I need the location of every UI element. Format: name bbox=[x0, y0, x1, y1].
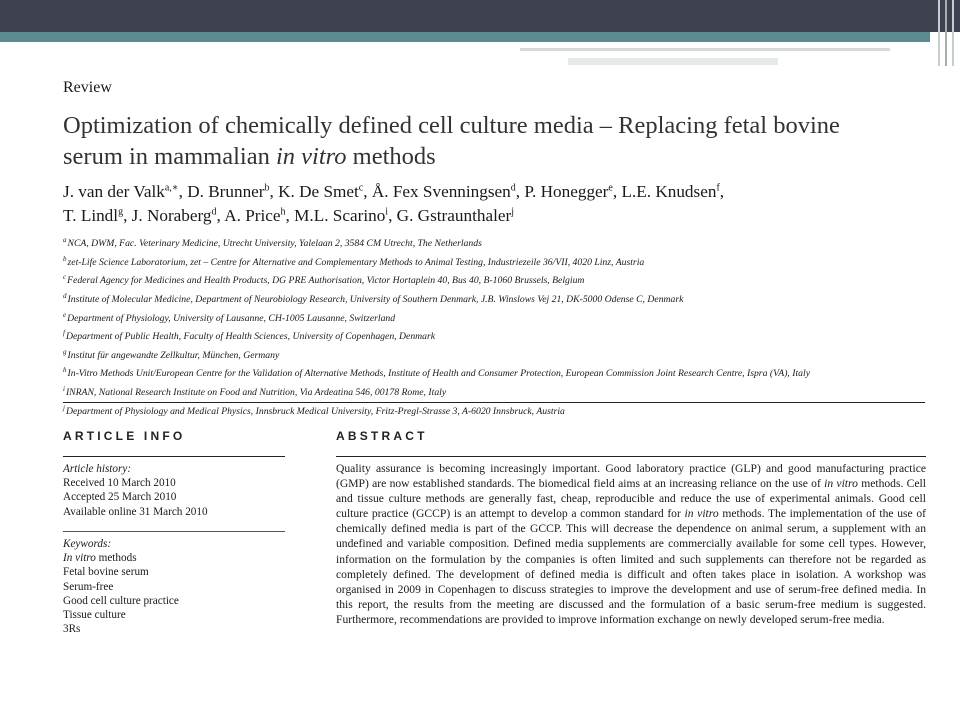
affiliation-text: Department of Public Health, Faculty of Health Sciences, University of Copenhagen, Denmark bbox=[65, 331, 436, 343]
keywords-divider bbox=[63, 531, 285, 532]
affiliation-text: In-Vitro Methods Unit/European Centre for the Validation of Alternative Methods, Institute of Health and Consumer Protection, European Commission Joint Research Centre, Ispra (VA), Italy bbox=[67, 368, 811, 380]
keyword-italic: In vitro bbox=[63, 552, 96, 565]
keyword-item: Tissue culture bbox=[63, 609, 126, 622]
title-text: Optimization of chemically defined cell culture media – Replacing fetal bovine serum in mammalian bbox=[63, 112, 840, 170]
author-separator: , bbox=[269, 182, 279, 201]
affiliation-item bbox=[63, 326, 923, 345]
affiliation-text: Department of Physiology and Medical Physics, Innsbruck Medical University, Fritz-Pregl-Strasse 3, A-6020 Innsbruck, Austria bbox=[65, 406, 565, 417]
affiliation-key: f bbox=[63, 329, 65, 338]
article-info-divider bbox=[63, 456, 285, 457]
keyword-item: Serum-free bbox=[63, 580, 114, 593]
author-name: G. Gstraunthaler bbox=[396, 206, 512, 225]
abstract-italic: in vitro bbox=[824, 477, 858, 491]
author-name: D. Brunner bbox=[187, 182, 265, 201]
author-separator: , bbox=[123, 206, 132, 225]
abstract-heading: ABSTRACT bbox=[336, 429, 428, 443]
affiliation-key: j bbox=[63, 403, 65, 412]
section-divider bbox=[63, 402, 925, 403]
author-name: L.E. Knudsen bbox=[621, 182, 717, 201]
affiliation-key: i bbox=[63, 385, 65, 394]
author-name: A. Price bbox=[224, 206, 281, 225]
abstract-part: methods. Cell and tissue culture methods are generally fast, cheap, reproducible and reduce the use of experimental animals. Good cell culture practice (GCCP) is an attempt to develop a common standard for bbox=[336, 477, 926, 521]
author-name: M.L. Scarino bbox=[294, 206, 386, 225]
affiliation-item bbox=[63, 289, 923, 308]
author-affiliation-marker: d bbox=[510, 182, 516, 194]
author-separator: , bbox=[363, 182, 372, 201]
keyword-item: Fetal bovine serum bbox=[63, 566, 149, 579]
abstract-part: methods. The implementation of the use of chemically defined media is part of the GCCP. This will decrease the dependence on animal serum, a supplement with an undefined and variable composition. Defined media supplements are commercially available for some cell types. However, information on the formulation by the companies is often limited and such supplements can therefore not be regarded as completely defined. The development of defined media is difficult and often takes place in isolation. A workshop was organised in 2009 in Copenhagen to discuss strategies to improve the development and use of serum-free defined media. In this report, the results from the meeting are discussed and the formulation of a basic serum-free medium is suggested. Furthermore, recommendations are provided to improve information exchange on newly developed serum-free media. bbox=[336, 507, 926, 626]
keyword-item: Good cell culture practice bbox=[63, 594, 179, 607]
history-accepted: Accepted 25 March 2010 bbox=[63, 491, 177, 504]
author-list bbox=[63, 180, 883, 228]
history-received: Received 10 March 2010 bbox=[63, 477, 176, 490]
history-online: Available online 31 March 2010 bbox=[63, 505, 208, 518]
author-separator: , bbox=[515, 182, 525, 201]
author-affiliation-marker: g bbox=[118, 206, 124, 218]
affiliation-text: Institut für angewandte Zellkultur, München, Germany bbox=[67, 350, 280, 362]
article-history bbox=[63, 462, 208, 519]
author-affiliation-marker: a,∗ bbox=[164, 182, 179, 194]
keyword-item bbox=[63, 551, 179, 565]
author-affiliation-marker: c bbox=[358, 182, 364, 194]
author-name: J. van der Valk bbox=[63, 182, 165, 201]
affiliation-text: NCA, DWM, Fac. Veterinary Medicine, Utrecht University, Yalelaan 2, 3584 CM Utrecht, The Netherlands bbox=[67, 238, 482, 250]
affiliation-item bbox=[63, 308, 923, 327]
affiliation-item bbox=[63, 363, 923, 382]
title-text-end: methods bbox=[346, 143, 436, 170]
affiliation-key: h bbox=[63, 366, 67, 375]
author-name: J. Noraberg bbox=[131, 206, 212, 225]
author-name: P. Honegger bbox=[524, 182, 609, 201]
slide-deco-line bbox=[520, 48, 890, 51]
affiliation-item bbox=[63, 252, 923, 271]
abstract-part: Quality assurance is becoming increasingly important. Good laboratory practice (GLP) and good manufacturing practice (GMP) are now established standards. The biomedical field aims at an increasing reliance on the use of bbox=[336, 462, 926, 491]
slide-deco-line bbox=[568, 58, 778, 65]
keywords-label: Keywords: bbox=[63, 538, 112, 550]
affiliation-item bbox=[63, 401, 923, 420]
author-separator: , bbox=[612, 182, 622, 201]
abstract-text bbox=[336, 461, 926, 627]
author-affiliation-marker: j bbox=[511, 206, 515, 218]
author-separator: , bbox=[216, 206, 225, 225]
affiliation-item bbox=[63, 345, 923, 364]
author-affiliation-marker: i bbox=[385, 206, 389, 218]
author-name: Å. Fex Svenningsen bbox=[371, 182, 511, 201]
affiliation-key: c bbox=[63, 273, 67, 282]
article-info-heading: ARTICLE INFO bbox=[63, 429, 186, 443]
affiliation-key: g bbox=[63, 347, 67, 356]
author-separator: , bbox=[178, 182, 188, 201]
author-affiliation-marker: f bbox=[716, 182, 720, 194]
slide-accent-stripe bbox=[0, 32, 930, 42]
author-separator: , bbox=[388, 206, 397, 225]
keywords-block bbox=[63, 537, 179, 636]
affiliation-list bbox=[63, 233, 923, 419]
slide-top-bar bbox=[0, 0, 960, 32]
abstract-divider bbox=[336, 456, 926, 457]
affiliation-item bbox=[63, 270, 923, 289]
author-separator: , bbox=[719, 182, 725, 201]
affiliation-item bbox=[63, 233, 923, 252]
affiliation-text: INRAN, National Research Institute on Food and Nutrition, Via Ardeatina 546, 00178 Rome, Italy bbox=[65, 387, 447, 399]
affiliation-text: zet-Life Science Laboratorium, zet – Centre for Alternative and Complementary Methods to Animal Testing, Industriezeile 36/VII, 4020 Linz, Austria bbox=[67, 256, 645, 268]
affiliation-key: d bbox=[63, 291, 67, 300]
article-title bbox=[63, 110, 853, 172]
abstract-italic: in vitro bbox=[684, 507, 719, 521]
affiliation-text: Department of Physiology, University of Lausanne, CH-1005 Lausanne, Switzerland bbox=[67, 312, 396, 324]
affiliation-text: Institute of Molecular Medicine, Department of Neurobiology Research, University of Southern Denmark, J.B. Winslows Vej 21, DK-5000 Odense C, Denmark bbox=[67, 294, 684, 306]
author-name: K. De Smet bbox=[278, 182, 359, 201]
author-affiliation-marker: h bbox=[280, 206, 286, 218]
author-affiliation-marker: e bbox=[608, 182, 613, 194]
keyword-rest: methods bbox=[95, 552, 137, 565]
author-affiliation-marker: b bbox=[264, 182, 270, 194]
affiliation-key: e bbox=[63, 310, 67, 319]
history-label: Article history: bbox=[63, 463, 132, 475]
author-separator: , bbox=[285, 206, 295, 225]
slide-side-lines bbox=[938, 0, 954, 66]
keyword-item: 3Rs bbox=[63, 623, 81, 636]
affiliation-key: b bbox=[63, 254, 67, 263]
author-affiliation-marker: d bbox=[211, 206, 217, 218]
affiliation-text: Federal Agency for Medicines and Health Products, DG PRE Authorisation, Victor Hortaplein 40, Bus 40, B-1060 Brussels, Belgium bbox=[67, 275, 585, 287]
article-type-label: Review bbox=[63, 79, 112, 96]
affiliation-item bbox=[63, 382, 923, 401]
title-italic: in vitro bbox=[275, 143, 347, 170]
affiliation-key: a bbox=[63, 236, 67, 244]
author-name: T. Lindl bbox=[63, 206, 119, 225]
